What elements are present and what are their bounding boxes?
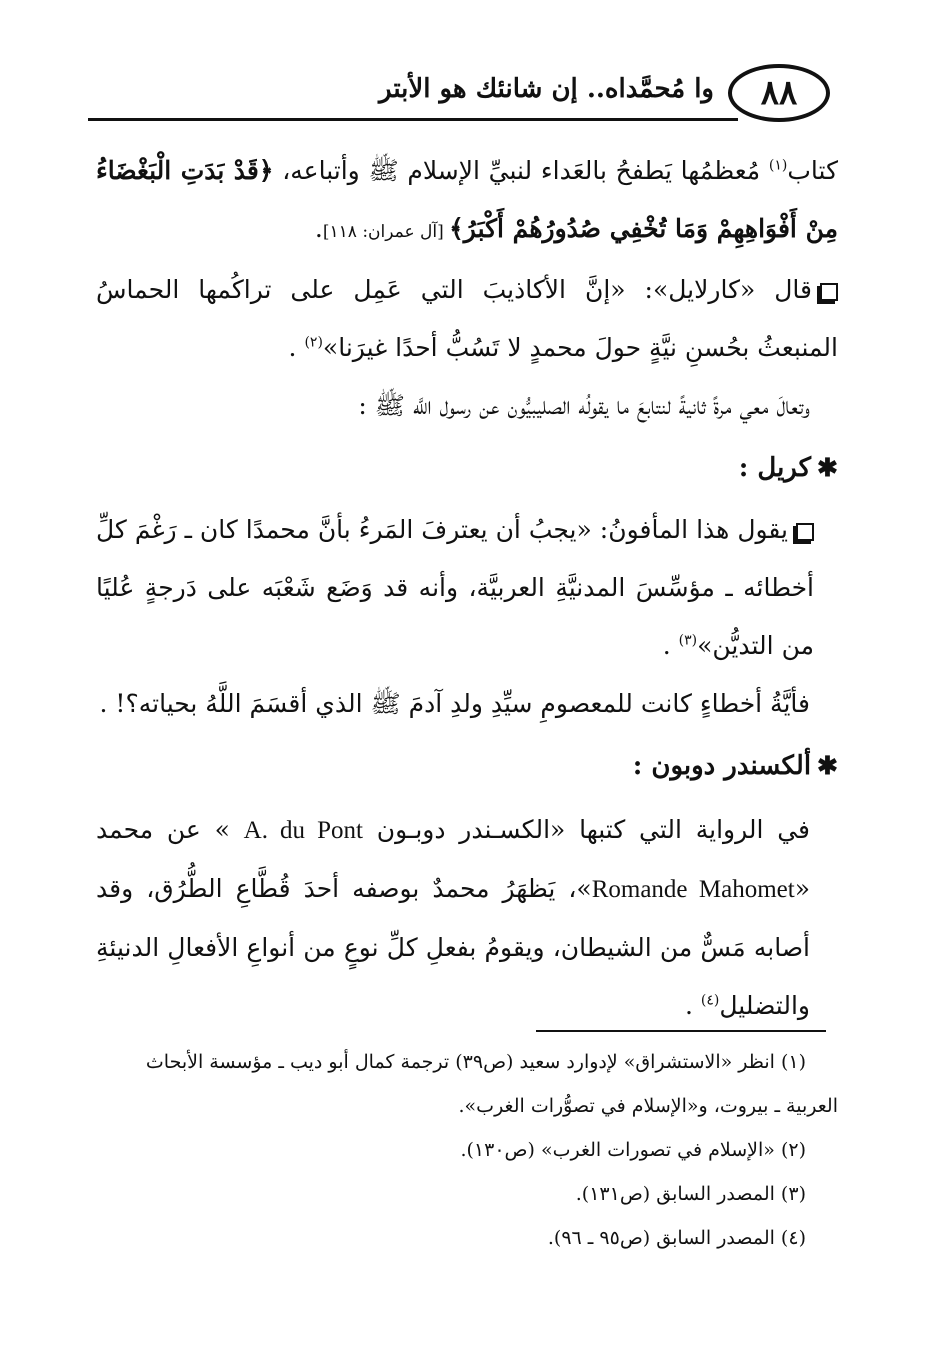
paragraph-3 (96, 377, 838, 435)
box-bullet-icon (820, 283, 838, 301)
latin-name-2: Romande Mahomet (591, 876, 795, 903)
box-bullet-icon (796, 523, 814, 541)
footnotes (96, 1040, 838, 1260)
footnote-ref-4: (٤) (700, 992, 720, 1009)
p2-text: قال «كارلايل»: «إنَّ الأكاذيبَ التي عَمِل على تراكُمها الحماسُ المنبعثُ بحُسنِ نيَّةٍ حولَ محمدٍ لا تَسُبُّ أحدًا غيرَنا» (96, 275, 838, 362)
quran-verse: ﴿قَدْ بَدَتِ الْبَغْضَاءُ مِنْ أَفْوَاهِهِمْ وَمَا تُخْفِي صُدُورُهُمْ أَكْبَرُ﴾ (96, 156, 838, 243)
footnote-4: (٤) المصدر السابق (ص٩٥ ـ ٩٦). (547, 1227, 806, 1249)
verse-reference: [آل عمران: ١١٨] (322, 222, 450, 242)
p1-end: . (314, 214, 323, 243)
paragraph-1 (96, 142, 838, 261)
p6-a: في الرواية التي كتبها «الكسـندر دوبـون (362, 815, 811, 844)
footnote-ref-3: (٣) (678, 632, 698, 649)
running-title: وا مُحمَّداه.. إن شانئك هو الأبتر (378, 74, 714, 104)
footnote-ref-1: (١) (768, 157, 788, 174)
p6-c: »، يَظهَرُ محمدٌ بوصفه أحدَ قُطَّاعِ الطُّرُق، وقد أصابه مَسٌّ من الشيطان، ويقومُ بفعلِ كلِّ نوعٍ من أنواعِ الأفعالِ الدنيئةِ والتضليل (96, 874, 810, 1020)
footnote-2: (٢) «الإسلام في تصورات الغرب» (ص١٣٠). (460, 1139, 806, 1161)
paragraph-4 (96, 501, 838, 675)
footnote-1-continued: العربية ـ بيروت، و«الإسلام في تصوُّرات الغرب». (458, 1095, 838, 1117)
heading-kreel (96, 439, 838, 497)
p6-b: » عن محمد « (96, 815, 810, 903)
footnote-1: (١) انظر «الاستشراق» لإدوارد سعيد (ص٣٩) ترجمة كمال أبو ديب ـ مؤسسة الأبحاث (145, 1051, 806, 1073)
p1-text: كتاب (787, 156, 838, 185)
asterisk-icon: ✱ (817, 453, 838, 482)
page-header (88, 58, 830, 130)
p4-end: . (662, 631, 679, 660)
body-text (96, 142, 838, 1035)
footnote-3: (٣) المصدر السابق (ص١٣١). (575, 1183, 806, 1205)
heading-dupont (96, 737, 838, 795)
p6-end: . (685, 991, 701, 1020)
p5-text: فأيَّةُ أخطاءٍ كانت للمعصومِ سيِّدِ ولدِ آدمَ ﷺ الذي أقسَمَ اللَّهُ بحياته؟! . (99, 689, 810, 718)
asterisk-icon: ✱ (817, 751, 838, 780)
heading-2: ألكسندر دوبون : (632, 751, 812, 781)
paragraph-5 (96, 675, 838, 733)
heading-1: كريل : (738, 453, 812, 483)
p3-text: وتعالَ معي مرةً ثانيةً لنتابعَ ما يقولُه الصليبيُّون عن رسول اللَّه ﷺ : (358, 391, 810, 420)
page-number: ٨٨ (728, 64, 830, 122)
p1-rest: مُعظمُها يَطفحُ بالعَداء لنبيِّ الإسلام ﷺ وأتباعه، (273, 156, 769, 185)
header-rule (88, 118, 738, 121)
paragraph-2 (96, 261, 838, 377)
p4-text: يقول هذا المأفونُ: «يجبُ أن يعترفَ المَرءُ بأنَّ محمدًا كان ـ رَغْمَ كلِّ أخطائه ـ مؤسِّسَ المدنيَّةِ العربيَّة، وأنه قد وَضَع شَعْبَه على دَرجةٍ عُليًا من التديُّن» (96, 515, 814, 660)
footnote-ref-2: (٢) (304, 334, 323, 351)
footnote-separator (536, 1030, 826, 1032)
paragraph-6 (96, 801, 838, 1035)
p2-end: . (288, 333, 305, 362)
latin-name-1: A. du Pont (243, 817, 363, 844)
